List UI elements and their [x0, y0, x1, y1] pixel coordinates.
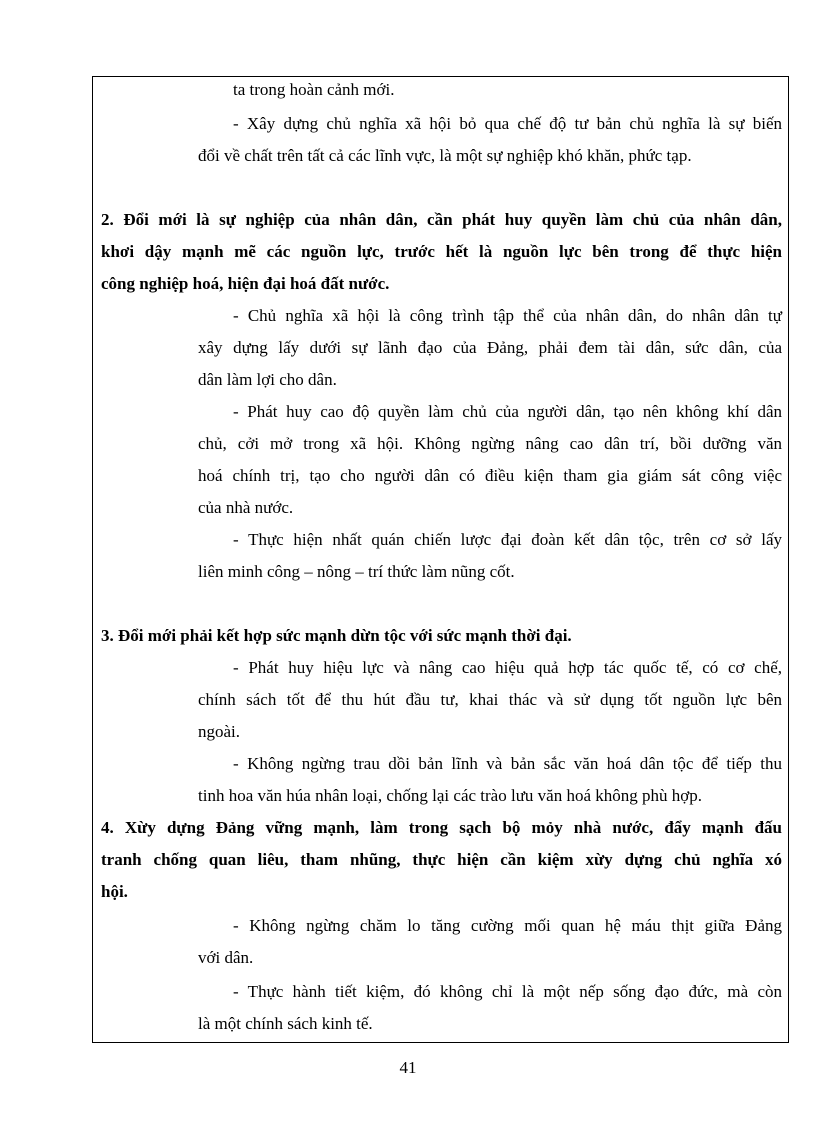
- text-line: - Không ngừng chăm lo tăng cường mối quan hệ máu thịt giữa Đảng: [233, 916, 782, 935]
- text-line: - Thực hiện nhất quán chiến lược đại đoàn kết dân tộc, trên cơ sở lấy: [233, 530, 782, 549]
- text-line: xây dựng lấy dưới sự lãnh đạo của Đảng, phải đem tài dân, sức dân, của: [198, 338, 782, 357]
- section-heading-4-line: tranh chống quan liêu, tham nhũng, thực hiện cần kiệm xừy dựng chủ nghĩa xó: [101, 850, 782, 869]
- text-line: - Chủ nghĩa xã hội là công trình tập thể của nhân dân, do nhân dân tự: [233, 306, 782, 325]
- text-line: - Phát huy hiệu lực và nâng cao hiệu quả hợp tác quốc tế, có cơ chế,: [233, 658, 782, 677]
- text-line: là một chính sách kinh tế.: [198, 1014, 373, 1033]
- text-line: chủ, cởi mở trong xã hội. Không ngừng nâng cao dân trí, bồi dưỡng văn: [198, 434, 782, 453]
- section-heading-3: 3. Đổi mới phải kết hợp sức mạnh dừn tộc với sức mạnh thời đại.: [101, 626, 572, 645]
- text-line: chính sách tốt để thu hút đầu tư, khai thác và sử dụng tốt nguồn lực bên: [198, 690, 782, 709]
- section-heading-4-line: 4. Xừy dựng Đảng vững mạnh, làm trong sạch bộ mỏy nhà nước, đẩy mạnh đấu: [101, 818, 782, 837]
- text-line: - Thực hành tiết kiệm, đó không chỉ là một nếp sống đạo đức, mà còn: [233, 982, 782, 1001]
- text-line: - Phát huy cao độ quyền làm chủ của người dân, tạo nên không khí dân: [233, 402, 782, 421]
- text-line: của nhà nước.: [198, 498, 294, 517]
- section-heading-2-line: khơi dậy mạnh mẽ các nguồn lực, trước hết là nguồn lực bên trong để thực hiện: [101, 242, 782, 261]
- text-line: - Xây dựng chủ nghĩa xã hội bỏ qua chế độ tư bản chủ nghĩa là sự biến: [233, 114, 782, 133]
- text-line: tinh hoa văn húa nhân loại, chống lại các trào lưu văn hoá không phù hợp.: [198, 786, 702, 805]
- text-line: dân làm lợi cho dân.: [198, 370, 337, 389]
- text-line: đổi về chất trên tất cả các lĩnh vực, là một sự nghiệp khó khăn, phức tạp.: [198, 146, 692, 165]
- text-line: hoá chính trị, tạo cho người dân có điều kiện tham gia giám sát công việc: [198, 466, 782, 485]
- page-number: 41: [399, 1058, 417, 1077]
- text-line: - Không ngừng trau dồi bản lĩnh và bản sắc văn hoá dân tộc để tiếp thu: [233, 754, 782, 773]
- text-line: ta trong hoàn cảnh mới.: [233, 80, 395, 99]
- text-line: liên minh công – nông – trí thức làm nũng cốt.: [198, 562, 515, 581]
- section-heading-2-line: 2. Đổi mới là sự nghiệp của nhân dân, cần phát huy quyền làm chủ của nhân dân,: [101, 210, 782, 229]
- text-line: ngoài.: [198, 722, 241, 741]
- section-heading-4-line: hội.: [101, 882, 128, 901]
- section-heading-2-line: công nghiệp hoá, hiện đại hoá đất nước.: [101, 274, 390, 293]
- text-line: với dân.: [198, 948, 254, 967]
